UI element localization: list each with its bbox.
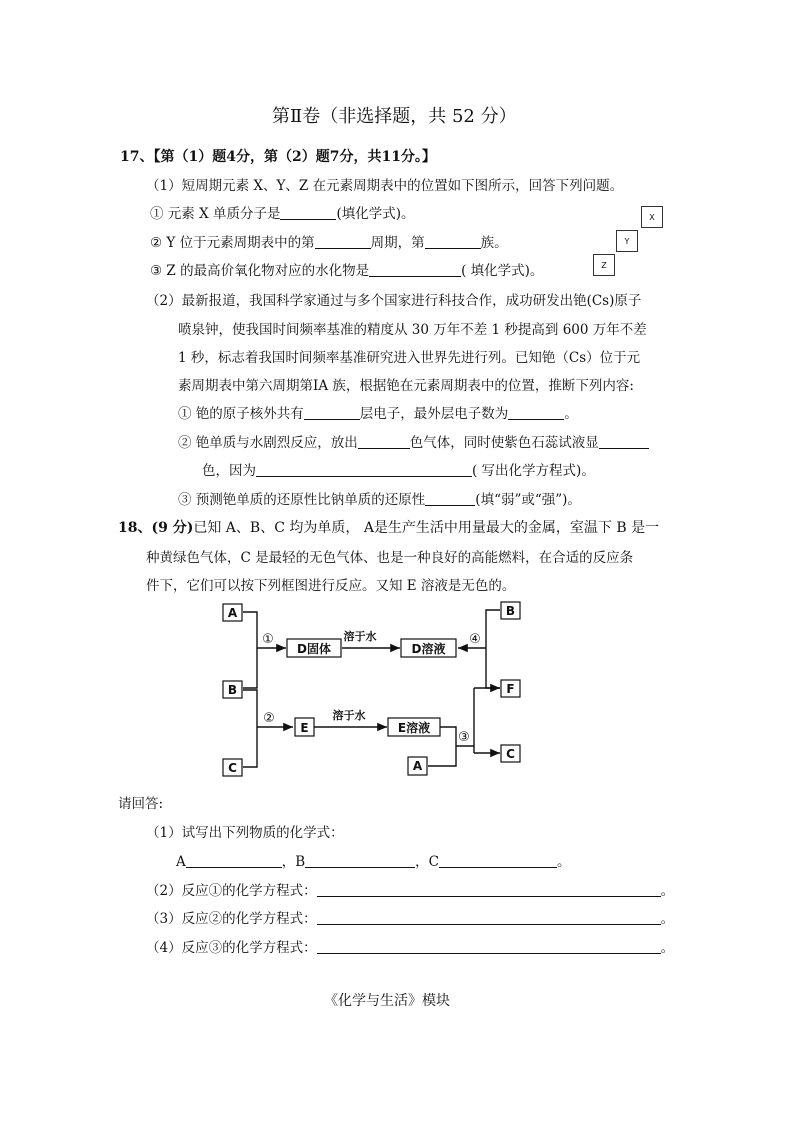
q17-p1-intro: （1）短周期元素 X、Y、Z 在元素周期表中的位置如下图所示，回答下列问题。 [146, 178, 624, 194]
label-b-right: B [505, 604, 516, 618]
q17-p2-item2-because: 色，因为 [202, 463, 256, 479]
q18-a2-label: （2）反应①的化学方程式： [146, 883, 317, 899]
label-formula-c: ，C [415, 854, 440, 870]
label-a-top: A [227, 606, 238, 620]
module-title: 《化学与生活》模块 [324, 993, 450, 1009]
bracket-ab [243, 612, 257, 688]
q17-p2-item2-tail: ( 写出化学方程式)。 [472, 463, 595, 479]
label-dissolve-1: 溶于水 [343, 630, 377, 643]
label-r1: ① [262, 632, 274, 647]
q17-p2-line3: 1 秒，标志着我国时间频率基准研究进入世界先进行列。已知铯（Cs）位于元 [178, 350, 641, 366]
answer-blank-reaction-1[interactable] [317, 882, 661, 897]
q17-p2-item1-mid: 层电子，最外层电子数为 [359, 406, 509, 422]
q18-line3: 件下，它们可以按下列框图进行反应。又知 E 溶液是无色的。 [146, 578, 516, 594]
q17-p1-item2-tail: 族。 [480, 235, 508, 251]
q18-a2-end: 。 [660, 883, 675, 899]
q17-p2-line2: 喷泉钟，使我国时间频率基准的精度从 30 万年不差 1 秒提高到 600 万年不差 [178, 322, 647, 338]
q17-p1-item2-text: ② Y 位于元素周期表中的第 [150, 235, 315, 251]
label-r2: ② [263, 711, 275, 726]
q17-p2-line4: 素周期表中第六周期第ⅠA 族，根据铯在元素周期表中的位置，推断下列内容: [178, 378, 634, 394]
q18-a2 [146, 879, 674, 899]
label-e-solution: E溶液 [397, 721, 431, 735]
q18-a4-label: （4）反应③的化学方程式： [146, 940, 317, 956]
answer-blank-reaction-2[interactable] [317, 910, 661, 925]
label-dissolve-2: 溶于水 [332, 709, 366, 722]
q18-a3-label: （3）反应②的化学方程式： [146, 911, 317, 927]
label-a-bottom: A [412, 759, 423, 773]
a1-end: 。 [557, 854, 571, 870]
answer-blank-reaction-3[interactable] [317, 939, 661, 954]
label-e: E [300, 721, 309, 735]
label-d-solid: D固体 [297, 642, 331, 656]
q17-p1-item3-text: ③ Z 的最高价氧化物对应的水化物是 [150, 263, 370, 279]
label-c-right: C [506, 747, 515, 761]
answer-blank-formula-c[interactable] [439, 853, 557, 868]
section-title: 第Ⅱ卷（非选择题，共 52 分） [272, 106, 517, 127]
label-f: F [506, 682, 515, 696]
q18-number: 18、(9 分) [118, 520, 194, 536]
q17-p1-item1-text: ① 元素 X 单质分子是 [150, 206, 281, 222]
bracket-bf [486, 610, 500, 688]
q17-p2-item3-tail: (填“弱”或“强”)。 [475, 492, 581, 508]
q18-a1-blanks [176, 850, 571, 870]
q18-a3-end: 。 [660, 911, 675, 927]
q17-p2-item1-text: ① 铯的原子核外共有 [178, 406, 304, 422]
q17-p2-item3-text: ③ 预测铯单质的还原性比钠单质的还原性 [178, 492, 426, 508]
please-answer: 请回答: [118, 796, 164, 812]
q17-header: 17、【第（1）题4分，第（2）题7分，共11分。】 [120, 149, 436, 165]
element-box-x: X [641, 206, 663, 228]
element-box-z: Z [593, 254, 615, 276]
element-box-y: Y [616, 230, 638, 252]
q17-p2-item1-tail: 。 [564, 406, 578, 422]
q17-p2-line1: （2）最新报道，我国科学家通过与多个国家进行科技合作，成功研发出铯(Cs)原子 [146, 293, 642, 309]
q17-p1-item3-tail: ( 填化学式)。 [461, 263, 544, 279]
label-formula-b: ，B [281, 854, 306, 870]
label-b-left: B [227, 683, 238, 697]
label-c-left: C [228, 761, 237, 775]
q18-a4 [146, 936, 674, 956]
q18-line2: 种黄绿色气体，C 是最轻的无色气体、也是一种良好的高能燃料，在合适的反应条 [146, 550, 634, 566]
q17-p2-item2-text: ② 铯单质与水剧烈反应，放出 [178, 435, 358, 451]
label-formula-a: A [176, 854, 186, 870]
q17-p1-item2-mid: 周期，第 [370, 235, 425, 251]
label-r3: ③ [458, 730, 470, 745]
q18-a4-end: 。 [660, 940, 675, 956]
label-d-solution: D溶液 [411, 642, 446, 656]
q18-line1-text: 已知 A、B、C 均为单质， A是生产生活中用量最大的金属，室温下 B 是一 [193, 520, 660, 536]
q18-a1: （1）试写出下列物质的化学式： [146, 825, 344, 841]
answer-blank-formula-b[interactable] [305, 853, 415, 868]
answer-blank-formula-a[interactable] [186, 853, 282, 868]
q17-p1-item1-tail: (填化学式)。 [336, 206, 415, 222]
q18-a3 [146, 907, 674, 927]
bracket-bc [243, 690, 257, 767]
q17-p2-item2-mid: 色气体，同时使紫色石蕊试液显 [409, 435, 599, 451]
label-r4: ④ [469, 632, 481, 647]
